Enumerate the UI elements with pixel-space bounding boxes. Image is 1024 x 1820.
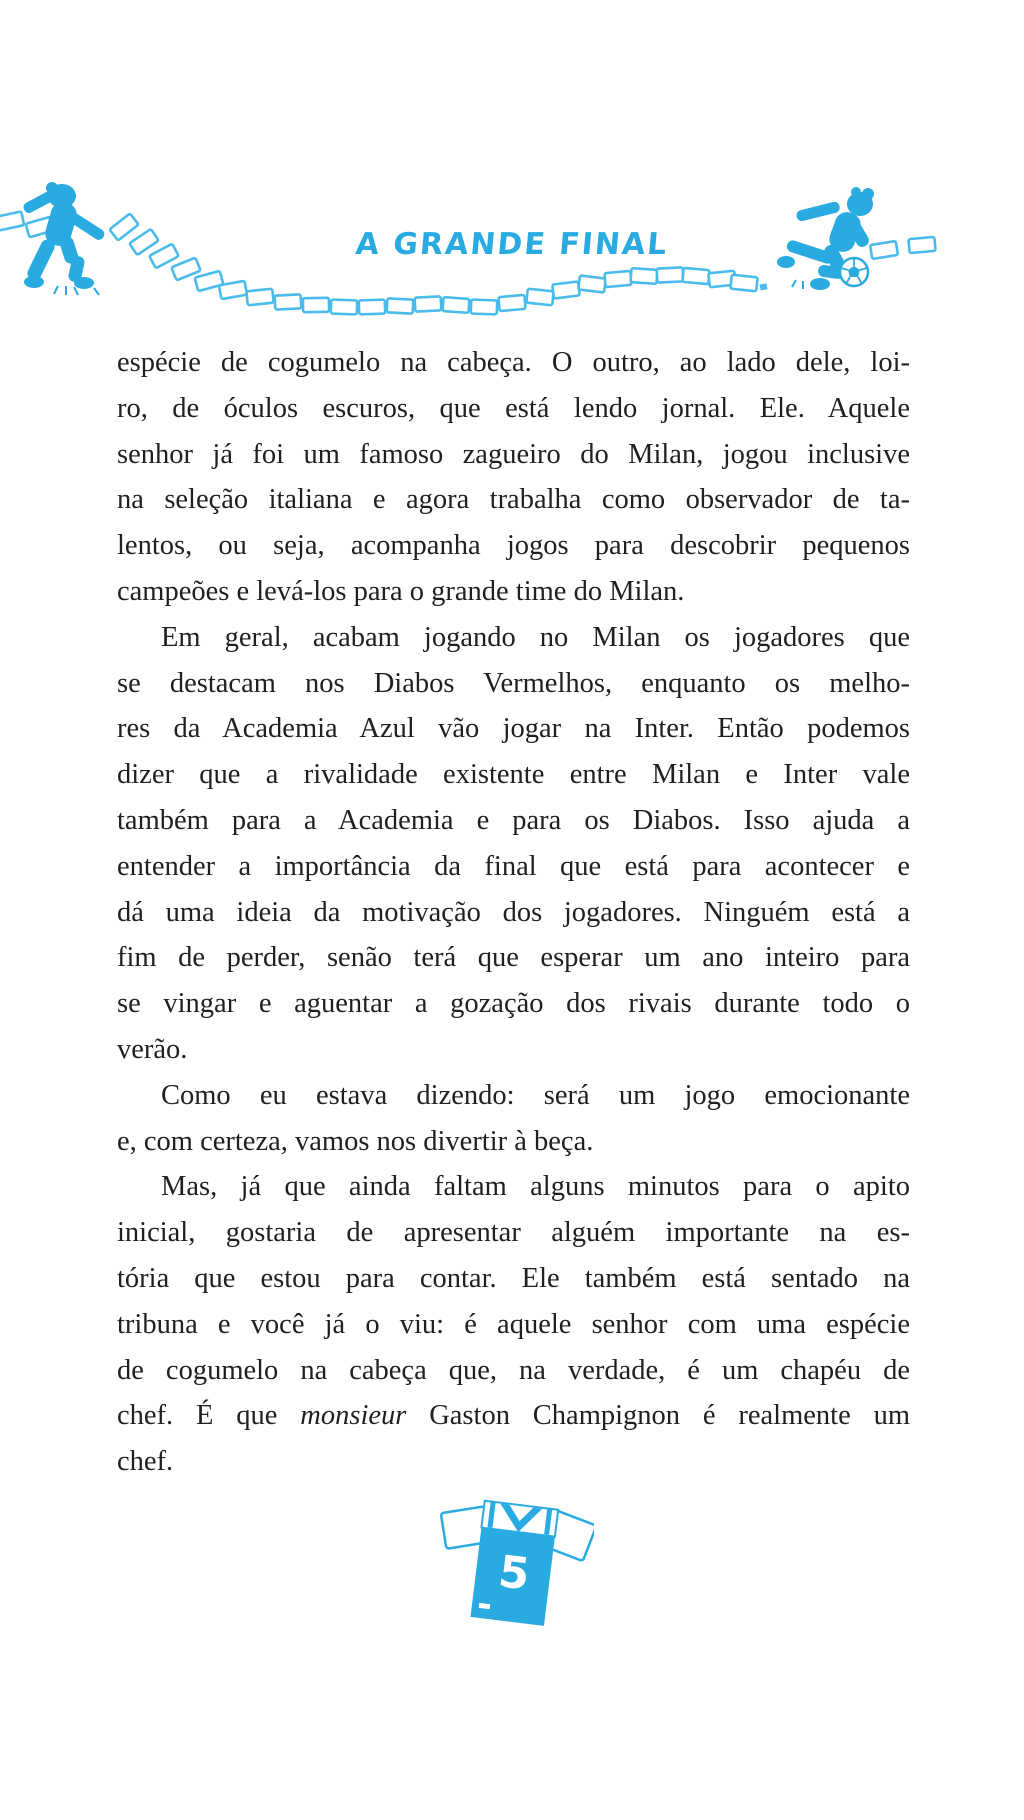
text-line: entender a importância da final que está para acontecer e xyxy=(117,850,910,882)
text-line: Mas, já que ainda faltam alguns minutos para o apito xyxy=(161,1171,910,1203)
soccer-ball-icon xyxy=(840,258,868,286)
text-line: campeões e levá-los para o grande time do Milan. xyxy=(117,575,685,607)
text-line: espécie de cogumelo na cabeça. O outro, ao lado dele, loi- xyxy=(117,347,910,378)
text-line: dizer que a rivalidade existente entre Milan e Inter vale xyxy=(117,759,910,791)
text-line: senhor já foi um famoso zagueiro do Milan, jogou inclusive xyxy=(117,438,910,470)
text-line: também para a Academia e para os Diabos. Isso ajuda a xyxy=(117,804,910,836)
text-line: ro, de óculos escuros, que está lendo jornal. Ele. Aquele xyxy=(117,392,910,424)
text-line: na seleção italiana e agora trabalha como observador de ta- xyxy=(117,484,910,516)
text-line: tribuna e você já o viu: é aquele senhor com uma espécie xyxy=(117,1308,910,1340)
text-line: Em geral, acabam jogando no Milan os jogadores que xyxy=(161,621,910,653)
text-line: tória que estou para contar. Ele também está sentado na xyxy=(117,1262,910,1294)
text-line: dá uma ideia da motivação dos jogadores. Ninguém está a xyxy=(117,896,910,928)
text-line: inicial, gostaria de apresentar alguém importante na es- xyxy=(117,1217,910,1249)
text-line: chef. xyxy=(117,1446,174,1478)
chapter-title: A GRANDE FINAL xyxy=(354,227,670,262)
text-line: verão. xyxy=(117,1033,188,1065)
text-line: Como eu estava dizendo: será um jogo emocionante xyxy=(161,1079,910,1111)
text-line: fim de perder, senão terá que esperar um ano inteiro para xyxy=(117,942,910,974)
text-line: lentos, ou seja, acompanha jogos para descobrir pequenos xyxy=(117,530,910,562)
text-line: se destacam nos Diabos Vermelhos, enquanto os melho- xyxy=(117,667,910,699)
text-line: de cogumelo na cabeça que, na verdade, é um chapéu de xyxy=(117,1354,910,1386)
page-number: 5 xyxy=(495,1546,533,1601)
jersey-page-number-icon xyxy=(438,1486,594,1646)
text-line: e, com certeza, vamos nos divertir à beça. xyxy=(117,1125,594,1157)
text-line: se vingar e aguentar a gozação dos rivais durante todo o xyxy=(117,988,910,1020)
body-text xyxy=(117,340,910,1485)
text-line: res da Academia Azul vão jogar na Inter. Então podemos xyxy=(117,713,910,745)
text-line: chef. É que monsieur Gaston Champignon é realmente um xyxy=(117,1400,910,1432)
